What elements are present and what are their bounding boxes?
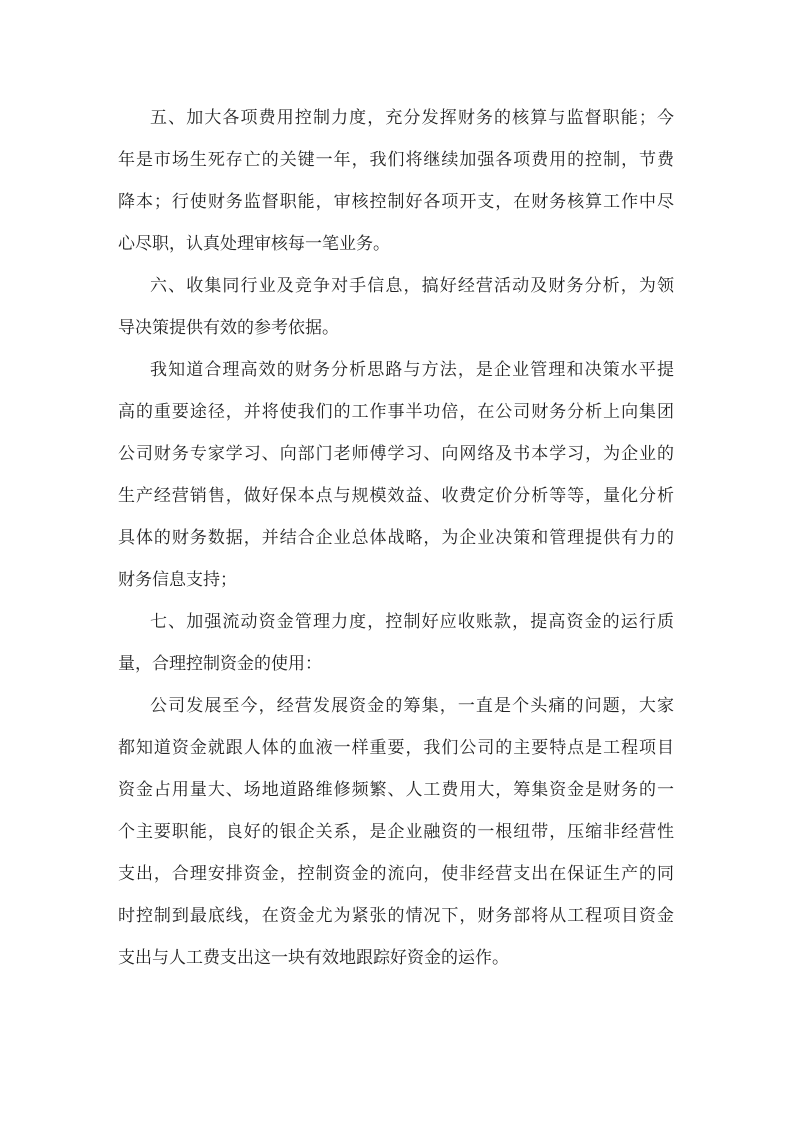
paragraph-3-line-5: 具体的财务数据，并结合企业总体战略，为企业决策和管理提供有力的 [118,528,674,548]
paragraph-5-line-1: 公司发展至今，经营发展资金的筹集，一直是个头痛的问题，大家 [150,696,674,716]
paragraph-5-line-5: 支出，合理安排资金，控制资金的流向，使非经营支出在保证生产的同 [118,864,674,884]
paragraph-1-line-2: 年是市场生死存亡的关键一年，我们将继续加强各项费用的控制，节费 [118,150,674,170]
paragraph-3-line-6: 财务信息支持； [118,570,237,590]
paragraph-1-line-3: 降本；行使财务监督职能，审核控制好各项开支，在财务核算工作中尽 [118,192,674,212]
paragraph-1-line-1: 五、加大各项费用控制力度，充分发挥财务的核算与监督职能；今 [150,108,674,128]
paragraph-5-line-4: 个主要职能，良好的银企关系，是企业融资的一根纽带，压缩非经营性 [118,822,674,842]
paragraph-5-line-3: 资金占用量大、场地道路维修频繁、人工费用大，筹集资金是财务的一 [118,780,674,800]
paragraph-3-line-4: 生产经营销售，做好保本点与规模效益、收费定价分析等等，量化分析 [118,486,674,506]
paragraph-3-line-1: 我知道合理高效的财务分析思路与方法，是企业管理和决策水平提 [150,360,674,380]
paragraph-4-line-2: 量，合理控制资金的使用： [118,654,322,674]
paragraph-4-line-1: 七、加强流动资金管理力度，控制好应收账款，提高资金的运行质 [150,612,674,632]
paragraph-5-line-7: 支出与人工费支出这一块有效地跟踪好资金的运作。 [118,948,509,968]
paragraph-5-line-6: 时控制到最底线，在资金尤为紧张的情况下，财务部将从工程项目资金 [118,906,674,926]
paragraph-2-line-1: 六、收集同行业及竞争对手信息，搞好经营活动及财务分析，为领 [150,276,674,296]
paragraph-3-line-2: 高的重要途径，并将使我们的工作事半功倍，在公司财务分析上向集团 [118,402,674,422]
paragraph-3-line-3: 公司财务专家学习、向部门老师傅学习、向网络及书本学习，为企业的 [118,444,674,464]
paragraph-5-line-2: 都知道资金就跟人体的血液一样重要，我们公司的主要特点是工程项目 [118,738,674,758]
paragraph-2-line-2: 导决策提供有效的参考依据。 [118,318,339,338]
paragraph-1-line-4: 心尽职，认真处理审核每一笔业务。 [118,234,390,254]
